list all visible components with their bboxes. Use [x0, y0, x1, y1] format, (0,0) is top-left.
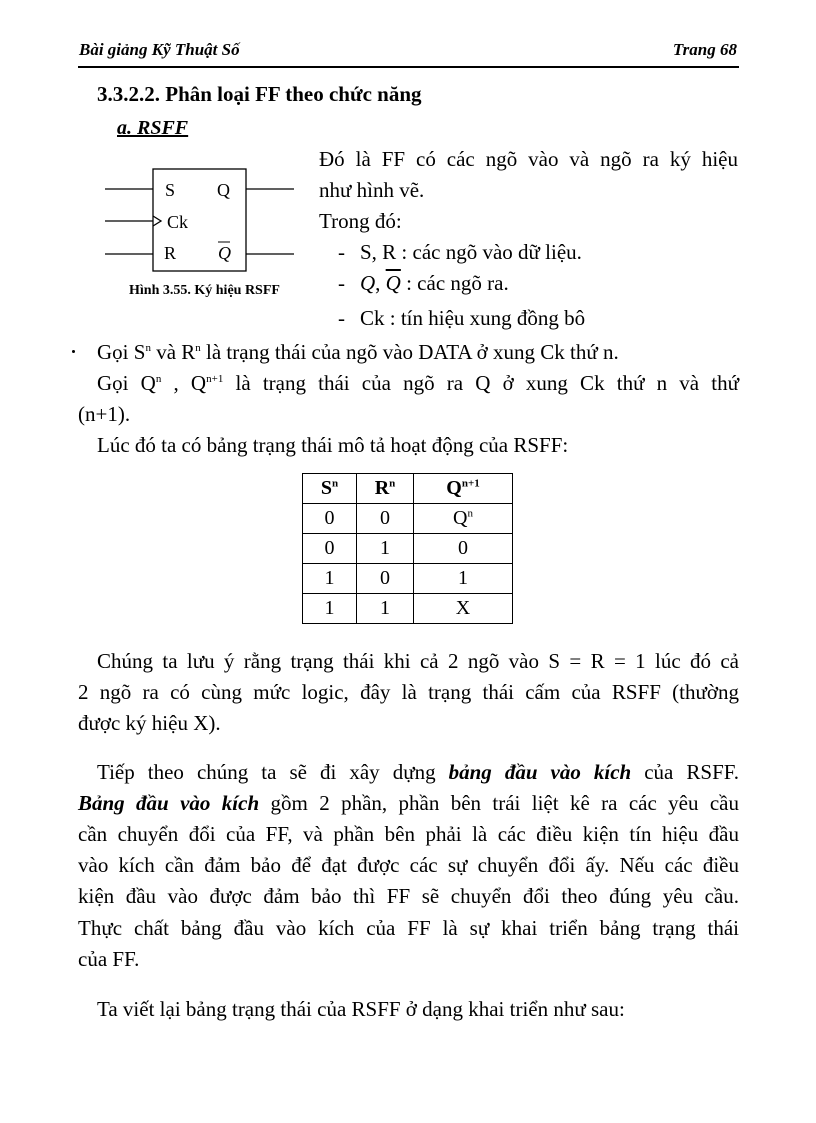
- para-5-line-3: cần chuyển đổi của FF, và phần bên phải là các điều kiện tín hiệu đầu: [78, 822, 739, 846]
- para-5-line-7: của FF.: [78, 947, 140, 971]
- table-row: [303, 594, 513, 624]
- intro-line-2: như hình vẽ.: [319, 178, 425, 202]
- cell: X: [414, 594, 513, 624]
- para-4-line-2: 2 ngõ ra có cùng mức logic, đây là trạng thái cấm của RSFF (thường: [78, 680, 739, 704]
- table-row: [303, 504, 513, 534]
- para-5-line-6: Thực chất bảng đầu vào kích của FF là sự khai triển bảng trạng thái: [78, 916, 739, 940]
- para-2-line-2: (n+1).: [78, 402, 131, 426]
- clock-triangle-icon: [153, 216, 161, 226]
- para-6: Ta viết lại bảng trạng thái của RSFF ở dạng khai triển như sau:: [97, 997, 625, 1021]
- table-row: [303, 534, 513, 564]
- para-5-line-5: kiện đầu vào được đảm bảo thì FF sẽ chuyển đổi theo đúng yêu cầu.: [78, 884, 739, 908]
- cell: 0: [357, 504, 414, 534]
- text: là trạng thái của ngõ ra Q ở xung Ck thứ n và thứ: [223, 371, 740, 395]
- intro-line-3: Trong đó:: [319, 209, 402, 233]
- para-3: Lúc đó ta có bảng trạng thái mô tả hoạt động của RSFF:: [97, 433, 569, 457]
- pin-qbar-label: Q: [218, 243, 231, 263]
- intro-item-1: [338, 237, 582, 268]
- text: Q: [446, 477, 462, 499]
- superscript: n: [332, 477, 339, 490]
- cell: 0: [357, 564, 414, 594]
- emphasis: Bảng đầu vào kích: [78, 791, 260, 815]
- header-page-number: Trang 68: [672, 40, 737, 59]
- text: và R: [150, 340, 196, 364]
- para-5-line-4: vào kích cần đảm bảo để đạt được các sự chuyển đổi ấy. Nếu các điều: [78, 853, 739, 877]
- intro-item-1-text: S, R : các ngõ vào dữ liệu.: [360, 240, 582, 264]
- text: , Q: [161, 371, 207, 395]
- cell: 1: [357, 534, 414, 564]
- emphasis: bảng đầu vào kích: [448, 760, 632, 784]
- pin-ck-label: Ck: [167, 212, 189, 232]
- text: Gọi S: [97, 340, 146, 364]
- para-1: [97, 337, 619, 368]
- text: Tiếp theo chúng ta sẽ đi xây dựng: [97, 760, 449, 784]
- dash: -: [338, 306, 345, 330]
- table-header-row: [303, 474, 513, 504]
- superscript: n: [195, 342, 201, 354]
- intro-line-1: Đó là FF có các ngõ vào và ngõ ra ký hiệu: [319, 147, 738, 171]
- text: gồm 2 phần, phần bên trái liệt kê ra các yêu cầu: [259, 791, 739, 815]
- para-5-line-1: [97, 757, 739, 788]
- dash: -: [338, 240, 345, 264]
- header-left: Bài giảng Kỹ Thuật Số: [79, 40, 240, 59]
- header-sn: [303, 474, 357, 504]
- pin-q-label: Q: [217, 180, 230, 200]
- cell: 0: [414, 534, 513, 564]
- intro-item-2: [338, 268, 509, 299]
- cell: 1: [303, 564, 357, 594]
- text: Gọi Q: [97, 371, 156, 395]
- para-5-line-2: [78, 788, 739, 819]
- superscript: n+1: [461, 477, 480, 490]
- cell: 1: [303, 594, 357, 624]
- superscript: n+1: [206, 373, 224, 385]
- superscript: n: [389, 477, 396, 490]
- intro-item-3-text: Ck : tín hiệu xung đồng bô: [360, 306, 586, 330]
- para-4-line-1: Chúng ta lưu ý rằng trạng thái khi cả 2 ngõ vào S = R = 1 lúc đó cả: [97, 649, 739, 673]
- superscript: n: [145, 342, 151, 354]
- intro-item-2-text: : các ngõ ra.: [406, 271, 509, 295]
- qbar-symbol: $\overline{Q}$: [385, 271, 401, 295]
- header-rule: [78, 66, 739, 68]
- rsff-state-table: [302, 473, 513, 624]
- text: là trạng thái của ngõ vào DATA ở xung Ck thứ n.: [200, 340, 619, 364]
- rsff-symbol-diagram: [100, 160, 300, 280]
- text: S: [320, 477, 332, 499]
- text: Q: [453, 507, 468, 529]
- cell: [414, 504, 513, 534]
- cell: 1: [414, 564, 513, 594]
- dash: -: [338, 271, 345, 295]
- intro-item-3: [338, 303, 585, 334]
- header-qn1: [414, 474, 513, 504]
- comma: ,: [375, 271, 381, 295]
- pin-s-label: S: [165, 180, 176, 200]
- header-rn: [357, 474, 414, 504]
- text: của RSFF.: [631, 760, 740, 784]
- cell: 1: [357, 594, 414, 624]
- stray-dot: [72, 350, 75, 353]
- pin-r-label: R: [164, 243, 177, 263]
- text: R: [374, 477, 390, 499]
- q-symbol: Q: [360, 271, 376, 295]
- cell: 0: [303, 504, 357, 534]
- superscript: n: [467, 507, 473, 520]
- para-4-line-3: được ký hiệu X).: [78, 711, 221, 735]
- para-2-line-1: [97, 368, 739, 399]
- cell: 0: [303, 534, 357, 564]
- subsection-title: a. RSFF: [117, 117, 189, 139]
- section-title: 3.3.2.2. Phân loại FF theo chức năng: [97, 82, 422, 106]
- superscript: n: [155, 373, 162, 385]
- figure-caption: Hình 3.55. Ký hiệu RSFF: [129, 283, 280, 298]
- table-row: [303, 564, 513, 594]
